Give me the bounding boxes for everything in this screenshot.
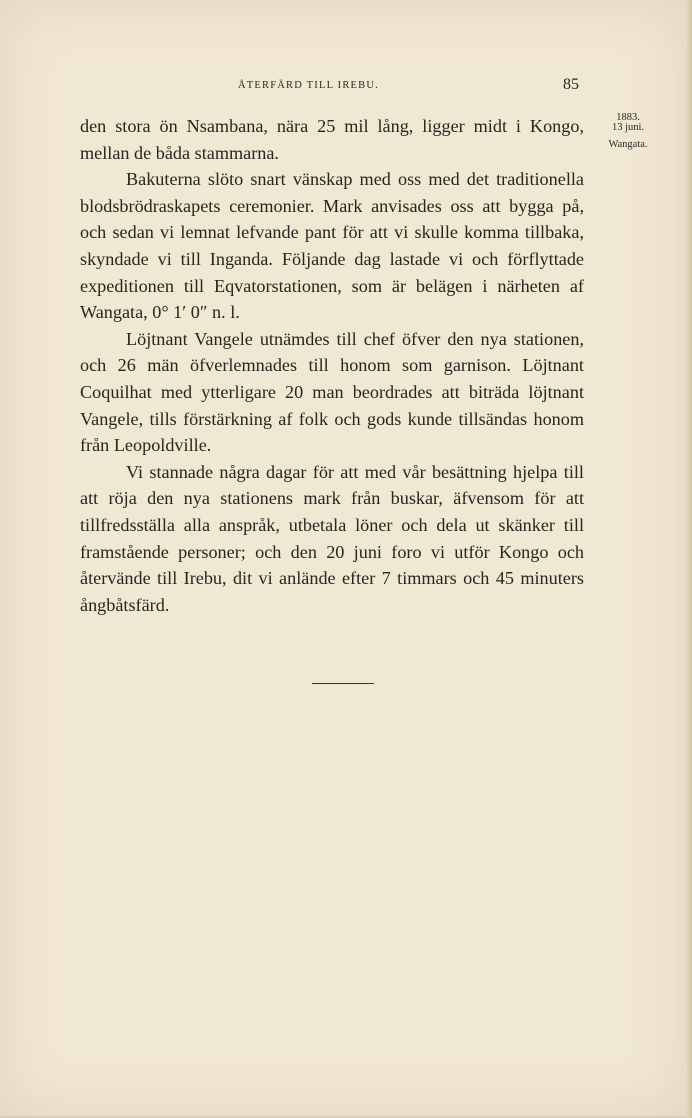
section-end-rule xyxy=(312,683,374,684)
margin-note xyxy=(590,113,666,150)
paragraph: Vi stannade några dagar för att med vår besättning hjelpa till att röja den nya stationens mark från buskar, äfvensom för att tillfredsställa alla anspråk, utbetala löner och dela ut skänker till framstående personer; och den 20 juni foro vi utför Kongo och återvände till Irebu, dit vi anlände efter 7 timmars och 45 minuters ångbåtsfärd. xyxy=(80,461,584,615)
page-number: 85 xyxy=(563,76,579,93)
paragraph: Bakuterna slöto snart vänskap med oss med det traditionella blodsbrödraskapets ceremonier. Mark anvisades oss att bygga på, och sedan vi lemnat lefvande pant för att vi skulle komma tillbaka, skyndade vi till Inganda. Följande dag lastade vi och förflyttade expeditionen till Eqvatorstationen, som är belägen i närheten af Wangata, 0° 1′ 0″ n. l. xyxy=(80,169,584,323)
body-text xyxy=(80,113,584,618)
paragraph: Löjtnant Vangele utnämdes till chef öfver den nya stationen, och 26 män öfverlemnades till honom som garnison. Löjtnant Coquilhat med ytterligare 20 man beordrades att biträda löjtnant Vangele, tills förstärkning af folk och gods kunde tillsändas honom från Leopoldville. xyxy=(80,328,584,456)
running-title: ÅTERFÄRD TILL IREBU. xyxy=(238,80,379,91)
margin-note-year: 1883. xyxy=(616,112,640,123)
margin-note-date: 13 juni. xyxy=(611,122,645,133)
paragraph-continuation: den stora ön Nsambana, nära 25 mil lång, ligger midt i Kongo, mellan de båda stammarna. xyxy=(80,116,584,163)
margin-note-place: Wangata. xyxy=(608,139,648,150)
running-head xyxy=(0,76,686,100)
page-edge xyxy=(686,0,692,1118)
